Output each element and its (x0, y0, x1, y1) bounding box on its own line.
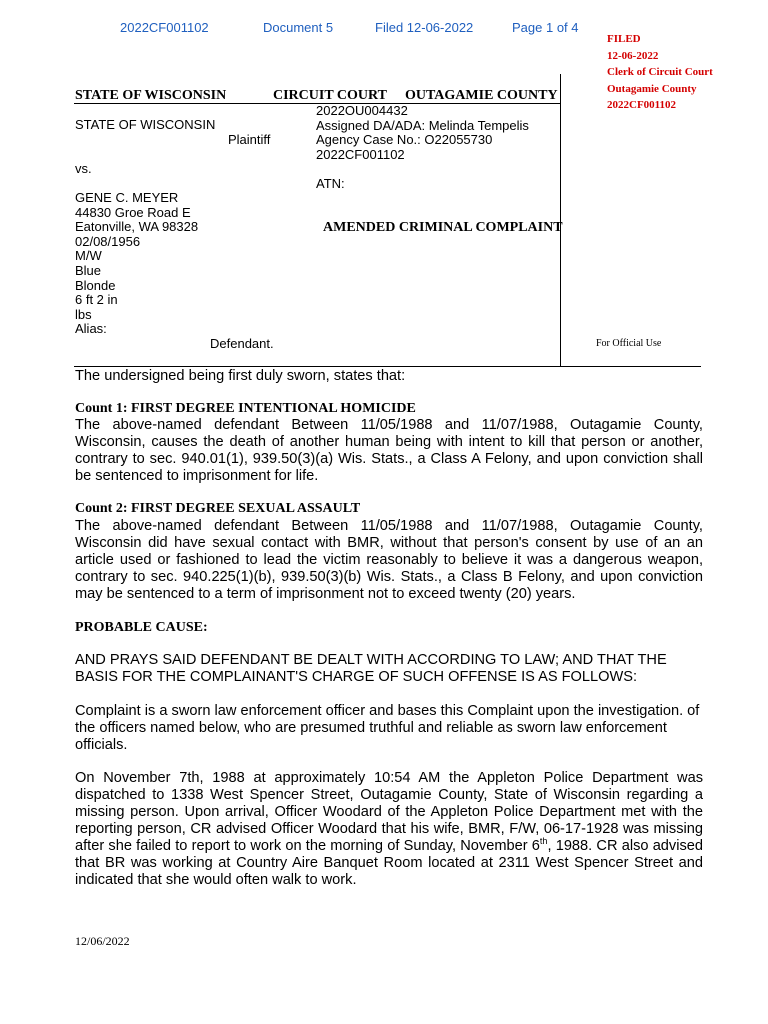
count2-heading: Count 2: FIRST DEGREE SEXUAL ASSAULT (75, 501, 361, 516)
footer-date: 12/06/2022 (75, 934, 130, 948)
versus-label: vs. (75, 161, 92, 176)
header-bottom-divider (74, 366, 701, 367)
atn-label: ATN: (316, 176, 345, 191)
caption-court: CIRCUIT COURT (273, 88, 387, 103)
narrative-paragraph (75, 770, 703, 889)
probable-cause-heading: PROBABLE CAUSE: (75, 620, 208, 635)
caption-state: STATE OF WISCONSIN (75, 88, 227, 103)
count2-text: The above-named defendant Between 11/05/1988 and 11/07/1988, Outagamie County, Wisconsin did have sexual contact with BMR, without that person's consent by use of an an article used or fashioned to lead the victim reasonably to believe it was a dangerous weapon, contrary to sec. 940.225(1)(b), 939.50(3)(b) Wis. Stats., a Class B Felony, and upon conviction may be sentenced to a term of imprisonment not to exceed twenty (20) years. (75, 518, 703, 602)
defendant-label: Defendant. (210, 336, 274, 351)
prays-paragraph: AND PRAYS SAID DEFENDANT BE DEALT WITH ACCORDING TO LAW; AND THAT THE BASIS FOR THE COMPLAINANT'S CHARGE OF SUCH OFFENSE IS AS FOLLOWS: (75, 652, 667, 685)
filed-stamp (607, 31, 713, 114)
defendant-alias: Alias: (75, 321, 107, 337)
defendant-eyes: Blue (75, 262, 102, 278)
stamp-line: Outagamie County (607, 82, 697, 95)
stamp-line: 12-06-2022 (607, 49, 659, 62)
case-info (316, 104, 529, 162)
count1-heading: Count 1: FIRST DEGREE INTENTIONAL HOMICIDE (75, 401, 416, 416)
defendant-dob: 02/08/1956 (75, 233, 141, 249)
document-title: AMENDED CRIMINAL COMPLAINT (323, 220, 563, 235)
count1-text: The above-named defendant Between 11/05/1988 and 11/07/1988, Outagamie County, Wisconsin, causes the death of another human being with intent to kill that person or another, contrary to sec. 940.01(1), 939.50(3)(a) Wis. Stats., a Class A Felony, and upon conviction shall be sentenced to imprisonment for life. (75, 417, 703, 484)
case-number: 2022CF001102 (316, 146, 405, 162)
defendant-address: 44830 Groe Road E (75, 204, 191, 220)
stamp-line: 2022CF001102 (607, 99, 677, 111)
defendant-height: 6 ft 2 in (75, 292, 118, 308)
defendant-name: GENE C. MEYER (75, 190, 179, 205)
agency-case-number: Agency Case No.: O22055730 (316, 132, 493, 148)
defendant-info (75, 191, 198, 337)
case-ref: 2022OU004432 (316, 103, 408, 118)
narrative-text: On November 7th, 1988 at approximately 10:54 AM the Appleton Police Department was dispatched to 1338 West Spencer Street, Outagamie County, State of Wisconsin regarding a missing person. Upon arrival, Officer Woodard of the Appleton Police Department met with the reporting person, CR advised Officer Woodard that his wife, BMR, F/W, 06-17-1928 was missing after she failed to report to work on the morning of Sunday, November 6 (75, 770, 703, 854)
stamp-line: Clerk of Circuit Court (607, 66, 713, 78)
official-use-label: For Official Use (596, 338, 662, 349)
stamp-line: FILED (607, 33, 641, 45)
plaintiff-name: STATE OF WISCONSIN (75, 117, 216, 132)
caption-county: OUTAGAMIE COUNTY (405, 88, 558, 103)
assigned-ada: Assigned DA/ADA: Melinda Tempelis (316, 117, 529, 133)
defendant-sex-race: M/W (75, 248, 102, 264)
narrative-text-cont: , 1988. CR also advised that BR was working at Country Aire Banquet Room located at 2311 West Spencer Street and indicated that she would often walk to work. (75, 838, 703, 888)
plaintiff-label: Plaintiff (228, 132, 271, 147)
header-document: Document 5 (263, 20, 334, 35)
header-page: Page 1 of 4 (512, 20, 579, 35)
ordinal-suffix: th (539, 836, 548, 847)
header-filed: Filed 12-06-2022 (375, 20, 474, 35)
sworn-intro: The undersigned being first duly sworn, states that: (75, 368, 406, 384)
defendant-weight: lbs (75, 306, 92, 322)
complainant-paragraph: Complaint is a sworn law enforcement officer and bases this Complaint upon the investigation. of the officers named below, who are presumed truthful and reliable as sworn law enforcement officials. (75, 703, 700, 753)
header-case-number: 2022CF001102 (120, 20, 209, 35)
defendant-hair: Blonde (75, 277, 116, 293)
defendant-city: Eatonville, WA 98328 (75, 219, 199, 235)
